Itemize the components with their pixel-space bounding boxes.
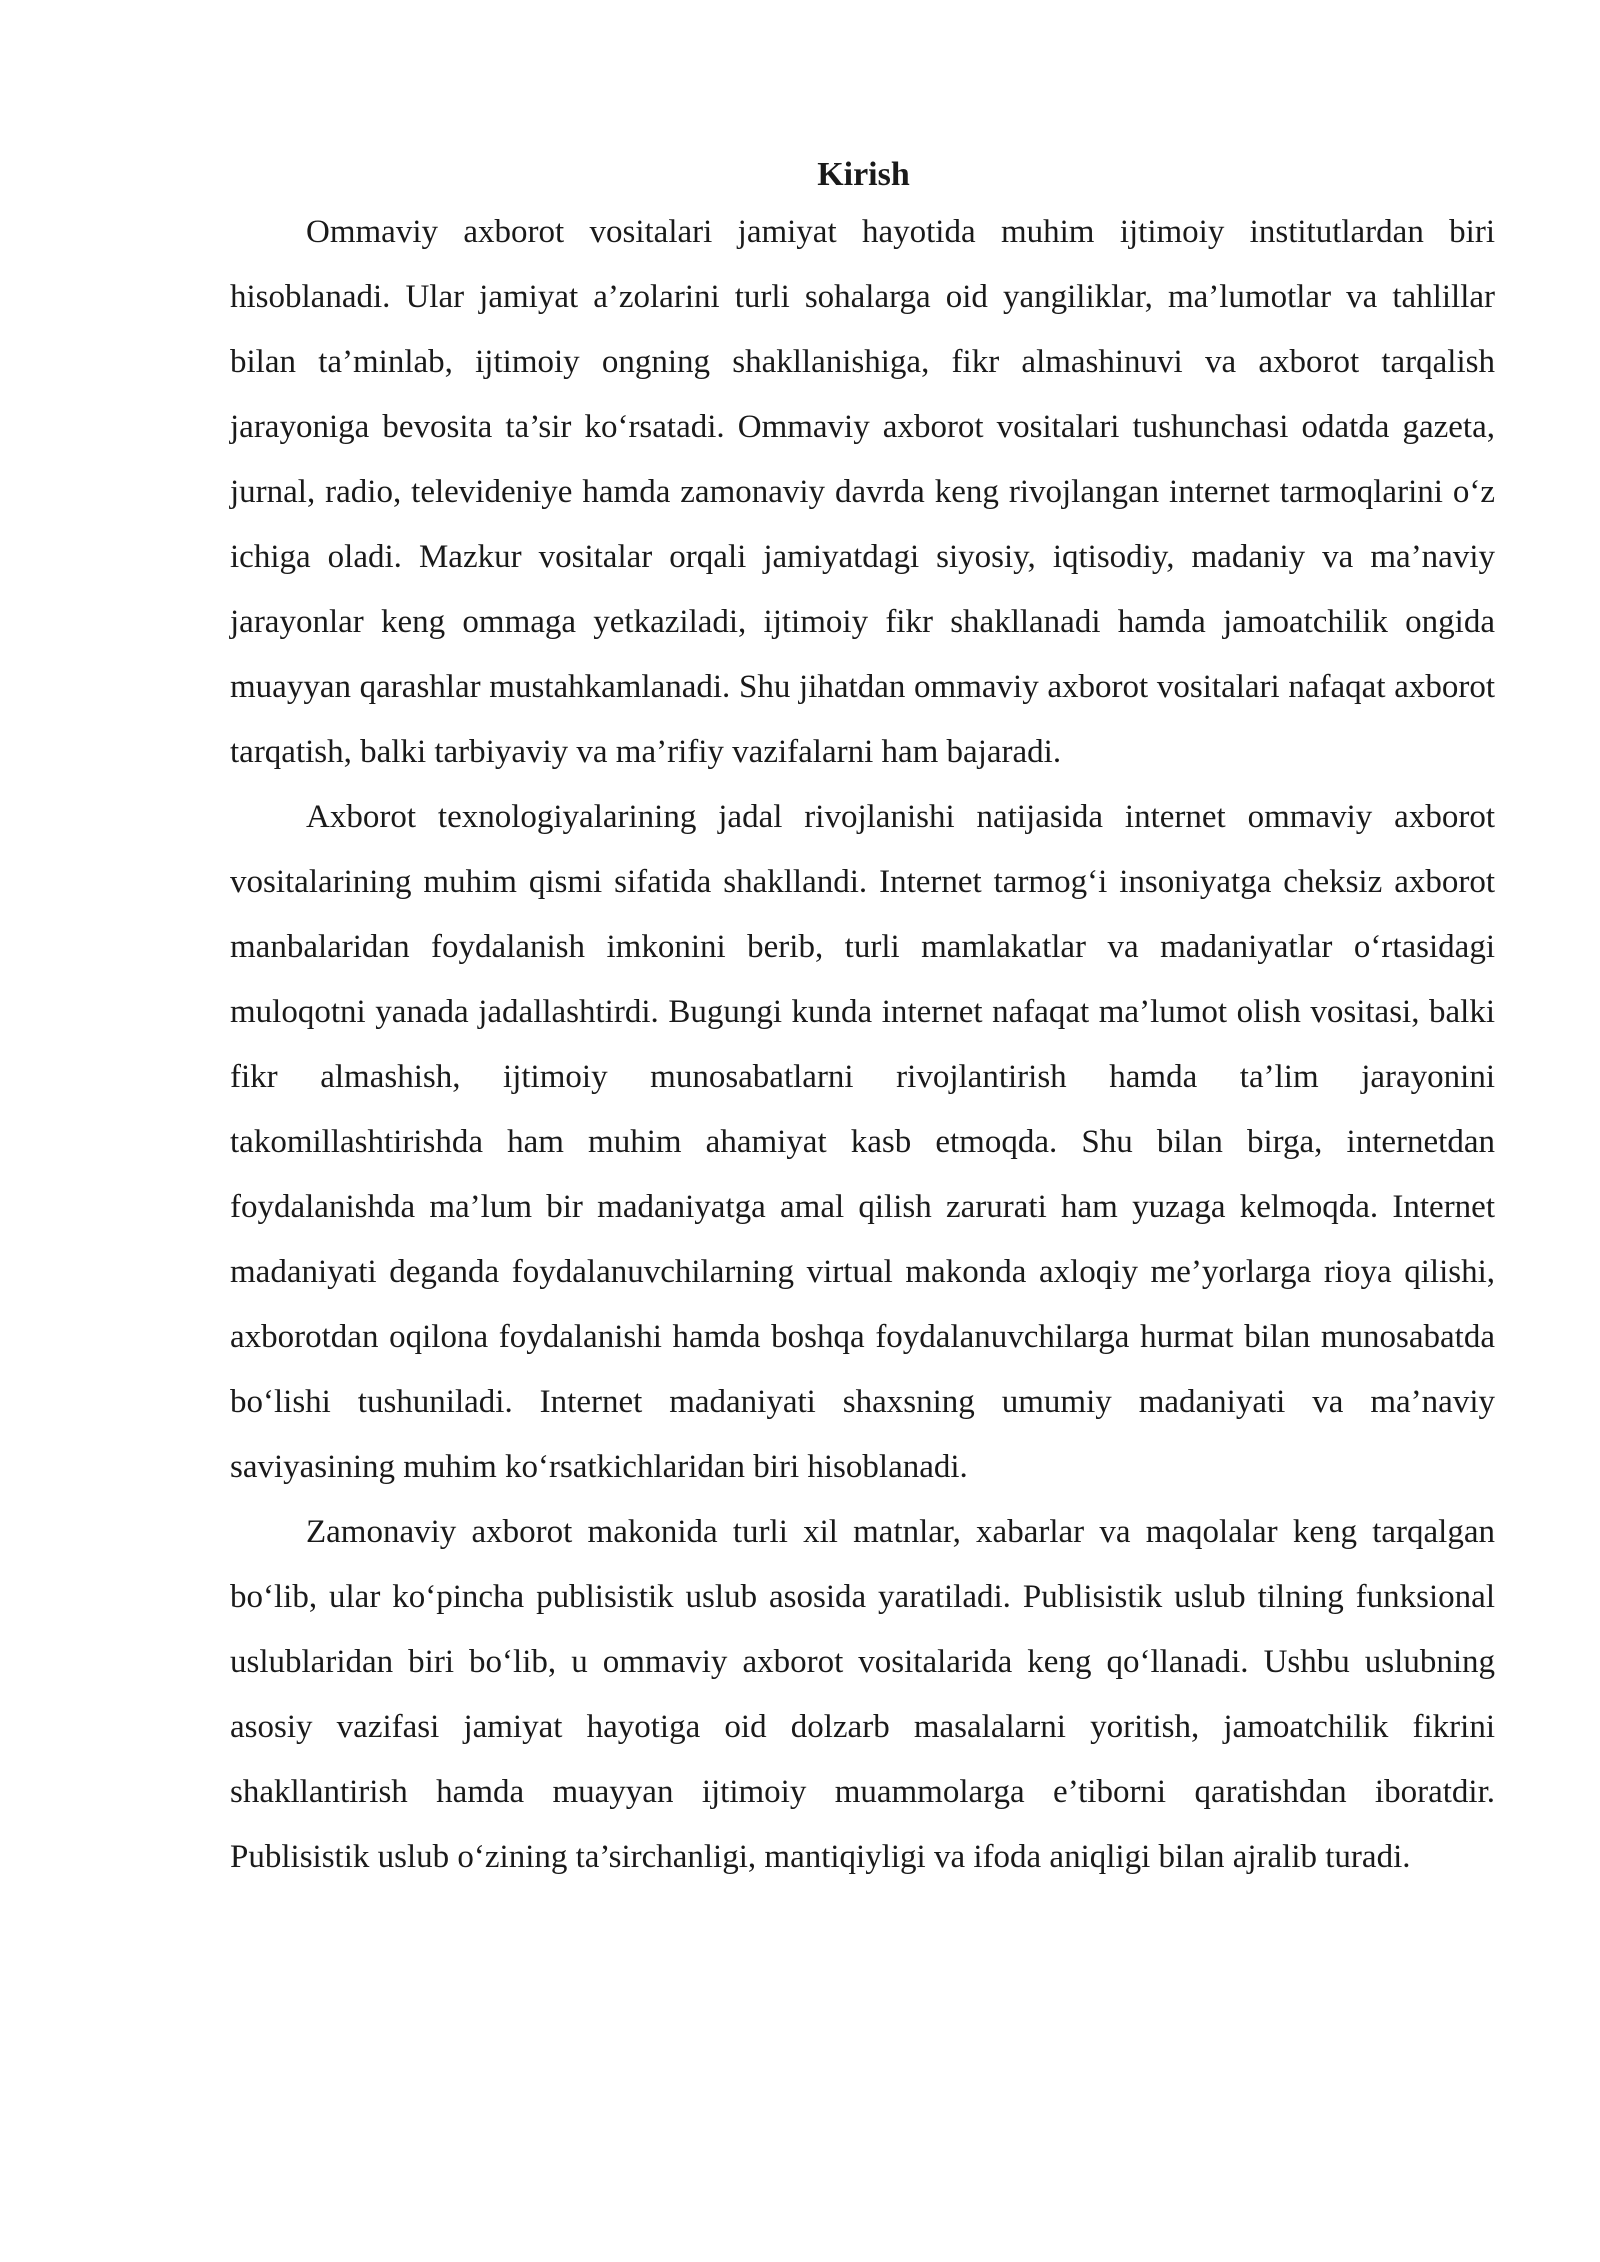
document-page bbox=[230, 150, 1495, 1890]
paragraph-2: Axborot texnologiyalarining jadal rivojlanishi natijasida internet ommaviy axborot vositalarining muhim qismi sifatida shakllandi. Internet tarmog‘i insoniyatga cheksiz axborot manbalaridan foydalanish imkonini berib, turli mamlakatlar va madaniyatlar o‘rtasidagi muloqotni yanada jadallashtirdi. Bugungi kunda internet nafaqat ma’lumot olish vositasi, balki fikr almashish, ijtimoiy munosabatlarni rivojlantirish hamda ta’lim jarayonini takomillashtirishda ham muhim ahamiyat kasb etmoqda. Shu bilan birga, internetdan foydalanishda ma’lum bir madaniyatga amal qilish zarurati ham yuzaga kelmoqda. Internet madaniyati deganda foydalanuvchilarning virtual makonda axloqiy me’yorlarga rioya qilishi, axborotdan oqilona foydalanishi hamda boshqa foydalanuvchilarga hurmat bilan munosabatda bo‘lishi tushuniladi. Internet madaniyati shaxsning umumiy madaniyati va ma’naviy saviyasining muhim ko‘rsatkichlaridan biri hisoblanadi. bbox=[230, 799, 1495, 1485]
page-title: Kirish bbox=[817, 156, 910, 193]
paragraph-3: Zamonaviy axborot makonida turli xil matnlar, xabarlar va maqolalar keng tarqalgan bo‘lib, ular ko‘pincha publisistik uslub asosida yaratiladi. Publisistik uslub tilning funksional uslublaridan biri bo‘lib, u ommaviy axborot vositalarida keng qo‘llanadi. Ushbu uslubning asosiy vazifasi jamiyat hayotiga oid dolzarb masalalarni yoritish, jamoatchilik fikrini shakllantirish hamda muayyan ijtimoiy muammolarga e’tiborni qaratishdan iboratdir. Publisistik uslub o‘zining ta’sirchanligi, mantiqiyligi va ifoda aniqligi bilan ajralib turadi. bbox=[230, 1514, 1495, 1875]
paragraph-1: Ommaviy axborot vositalari jamiyat hayotida muhim ijtimoiy institutlardan biri hisoblanadi. Ular jamiyat a’zolarini turli sohalarga oid yangiliklar, ma’lumotlar va tahlillar bilan ta’minlab, ijtimoiy ongning shakllanishiga, fikr almashinuvi va axborot tarqalish jarayoniga bevosita ta’sir ko‘rsatadi. Ommaviy axborot vositalari tushunchasi odatda gazeta, jurnal, radio, televideniye hamda zamonaviy davrda keng rivojlangan internet tarmoqlarini o‘z ichiga oladi. Mazkur vositalar orqali jamiyatdagi siyosiy, iqtisodiy, madaniy va ma’naviy jarayonlar keng ommaga yetkaziladi, ijtimoiy fikr shakllanadi hamda jamoatchilik ongida muayyan qarashlar mustahkamlanadi. Shu jihatdan ommaviy axborot vositalari nafaqat axborot tarqatish, balki tarbiyaviy va ma’rifiy vazifalarni ham bajaradi. bbox=[230, 214, 1495, 770]
